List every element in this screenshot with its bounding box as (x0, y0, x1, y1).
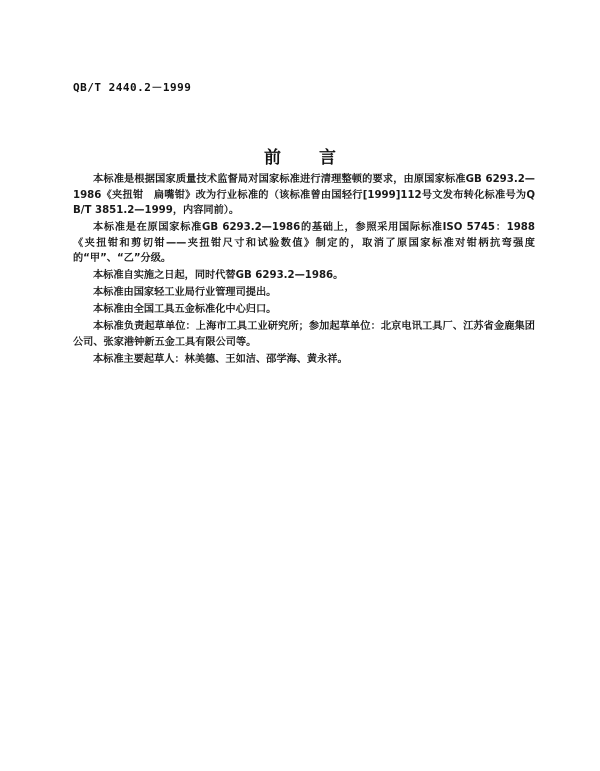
paragraph-replacement: 本标准自实施之日起，同时代替GB 6293.2—1986。 (93, 270, 344, 282)
standard-code: QB/T 2440.2－1999 (73, 81, 192, 94)
paragraph-proposer: 本标准由国家轻工业局行业管理司提出。 (93, 287, 277, 299)
paragraph-drafters: 本标准主要起草人：林美德、王如洁、邵学海、黄永祥。 (93, 353, 348, 365)
paragraph-administration: 本标准由全国工具五金标准化中心归口。 (93, 304, 277, 316)
paragraph-origin: 本标准是根据国家质量技术监督局对国家标准进行清理整顿的要求，由原国家标准GB 6293.2—1986《夹扭钳 扁嘴钳》改为行业标准的（该标准曾由国轻行[1999]112号文发布转化标准号为QB/T 3851.2—1999，内容同前）。 (73, 174, 535, 217)
paragraph-drafting-units: 本标准负责起草单位：上海市工具工业研究所；参加起草单位：北京电讯工具厂、江苏省金鹿集团公司、张家港钟新五金工具有限公司等。 (73, 321, 535, 348)
paragraph-basis: 本标准是在原国家标准GB 6293.2—1986的基础上，参照采用国际标准ISO 5745：1988《夹扭钳和剪切钳——夹扭钳尺寸和试验数值》制定的，取消了原国家标准对钳柄抗弯强度的“甲”、“乙”分级。 (73, 222, 535, 265)
page-title: 前言 (264, 148, 374, 168)
foreword-body (73, 172, 535, 369)
